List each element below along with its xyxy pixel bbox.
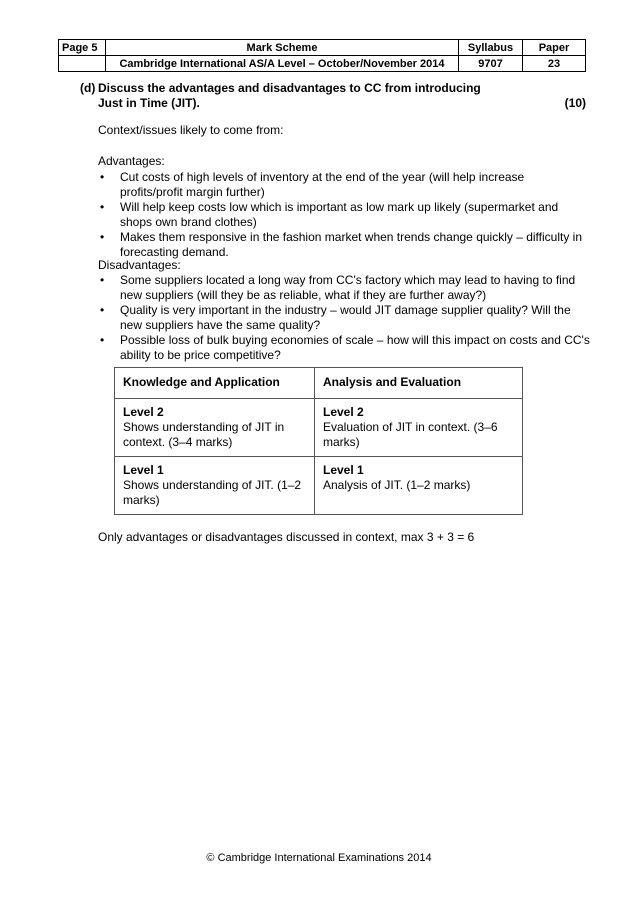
table-cell — [115, 457, 315, 515]
bullet-icon: • — [100, 303, 105, 317]
header-table — [58, 39, 586, 72]
question-marks: (10) — [564, 96, 586, 110]
list-item: • Makes them responsive in the fashion market when trends change quickly – difficulty in forecasting demand. — [100, 230, 583, 259]
advantages-list — [98, 170, 590, 260]
col-header-analysis: Analysis and Evaluation — [315, 368, 523, 399]
paper-label: Paper — [523, 40, 586, 56]
copyright-footer: © Cambridge International Examinations 2014 — [206, 852, 432, 864]
table-header-row — [115, 368, 523, 399]
question-number: (d) — [80, 81, 96, 95]
level-label: Level 2 — [323, 405, 364, 419]
marking-note: Only advantages or disadvantages discussed in context, max 3 + 3 = 6 — [98, 530, 475, 544]
bullet-icon: • — [100, 170, 105, 184]
col-header-knowledge: Knowledge and Application — [115, 368, 315, 399]
list-item: • Cut costs of high levels of inventory at the end of the year (will help increase profits/profit margin further) — [100, 170, 525, 199]
question-line-2: Just in Time (JIT). — [98, 96, 200, 110]
bullet-icon: • — [100, 273, 105, 287]
advantages-heading: Advantages: — [98, 154, 165, 168]
level-label: Level 2 — [123, 405, 164, 419]
level-description: Shows understanding of JIT in context. (3–4 marks) — [123, 420, 285, 449]
doc-subtitle: Cambridge International AS/A Level – October/November 2014 — [106, 56, 459, 72]
table-cell — [115, 399, 315, 457]
context-line: Context/issues likely to come from: — [98, 123, 284, 137]
bullet-icon: • — [100, 333, 105, 347]
syllabus-label: Syllabus — [459, 40, 523, 56]
paper-number: 23 — [523, 56, 586, 72]
bullet-icon: • — [100, 230, 105, 244]
level-description: Analysis of JIT. (1–2 marks) — [323, 478, 471, 492]
list-item: • Some suppliers located a long way from CC's factory which may lead to having to find new suppliers (will they be as reliable, what if they are further away?) — [100, 273, 576, 302]
list-item: • Possible loss of bulk buying economies of scale – how will this impact on costs and CC's ability to be price competitive? — [100, 333, 590, 362]
level-description: Shows understanding of JIT. (1–2 marks) — [123, 478, 302, 507]
level-description: Evaluation of JIT in context. (3–6 marks) — [323, 420, 498, 449]
levels-table — [114, 367, 523, 515]
table-row — [115, 457, 523, 515]
list-item: • Quality is very important in the industry – would JIT damage supplier quality? Will the new suppliers have the same quality? — [100, 303, 571, 332]
list-item: • Will help keep costs low which is important as low mark up likely (supermarket and shops own brand clothes) — [100, 200, 559, 229]
syllabus-code: 9707 — [459, 56, 523, 72]
disadvantages-heading: Disadvantages: — [98, 258, 181, 272]
table-cell — [315, 457, 523, 515]
level-label: Level 1 — [123, 463, 164, 477]
disadvantages-list — [98, 273, 590, 363]
doc-title: Mark Scheme — [106, 40, 459, 56]
question-text — [98, 81, 588, 111]
table-row — [115, 399, 523, 457]
page-label: Page 5 — [59, 40, 106, 56]
level-label: Level 1 — [323, 463, 364, 477]
bullet-icon: • — [100, 200, 105, 214]
question-line-1: Discuss the advantages and disadvantages to CC from introducing — [98, 81, 481, 95]
table-cell — [315, 399, 523, 457]
header-blank-cell — [59, 56, 106, 72]
